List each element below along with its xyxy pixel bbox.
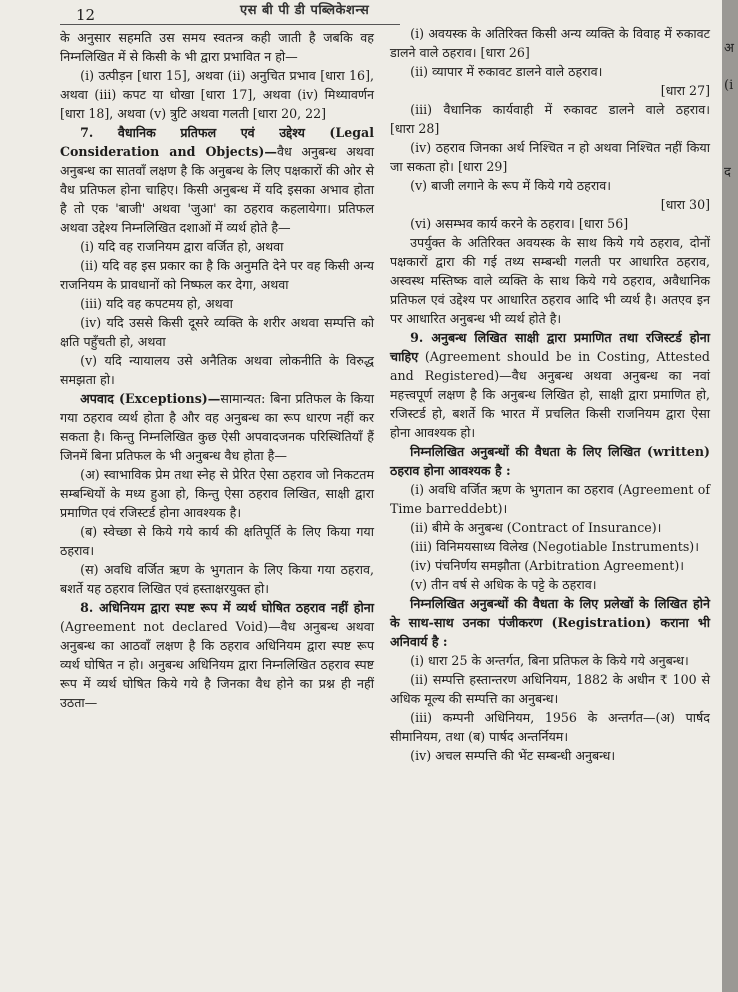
section-text: सामान्यत: बिना प्रतिफल के किया गया ठहराव व्यर्थ होता है और वह अनुबन्ध का रूप धारण नहीं कर सकता है। किन्तु निम्नलिखित कुछ ऐसी अपवादजनक परिस्थितियाँ हैं जिनमें बिना प्रतिफल के भी अनुबन्ध वैध होता है— [60,391,374,463]
list-item: (v) यदि न्यायालय उसे अनैतिक अथवा लोकनीति के विरुद्ध समझता हो। [60,353,374,387]
right-column [390,24,710,765]
list-item [390,214,710,233]
section-heading: 9. अनुबन्ध लिखित साक्षी द्वारा प्रमाणित तथा रजिस्टर्ड होना चाहिए [390,330,710,364]
list-item: (ii) सम्पत्ति हस्तान्तरण अधिनियम, 1882 के अधीन ₹ 100 से अधिक मूल्य की सम्पत्ति का अनुबन्ध। [390,672,710,706]
item-text: (vi) असम्भव कार्य करने के ठहराव। [410,216,575,231]
paragraph: (i) उत्पीड़न [धारा 15], अथवा (ii) अनुचित प्रभाव [धारा 16], अथवा (iii) कपट या धोखा [धारा 17], अथवा (iv) मिथ्यावर्णन [धारा 18], अथवा (v) त्रुटि अथवा गलती [धारा 20, 22] [60,68,374,121]
section-english: (Agreement should be in Costing, Attested and Registered)— [390,349,710,383]
left-column [60,28,374,712]
edge-text: (i [724,78,734,93]
section-text: वैध अनुबन्ध अथवा अनुबन्ध का आठवाँ लक्षण है कि ठहराव अधिनियम द्वारा स्पष्ट रूप व्यर्थ घोषित न हो। अनुबन्ध अधिनियम द्वारा निम्नलिखित ठहराव स्पष्ट रूप में व्यर्थ घोषित किये गये है जिनका वैध होने का प्रश्न ही नहीं उठता— [60,619,374,710]
section-ref: [धारा 28] [390,121,440,136]
list-item: (iii) विनिमयसाध्य विलेख (Negotiable Instruments)। [410,539,699,554]
list-item: (iv) अचल सम्पत्ति की भेंट सम्बन्धी अनुबन्ध। [410,748,616,763]
section-ref: [धारा 56] [578,216,629,231]
list-item: (ब) स्वेच्छा से किये गये कार्य की क्षतिपूर्ति के लिए किया गया ठहराव। [60,524,374,558]
list-item: (iii) यदि वह कपटमय हो, अथवा [80,296,233,311]
list-item: (i) धारा 25 के अन्तर्गत, बिना प्रतिफल के किये गये अनुबन्ध। [410,653,689,668]
list-item: (स) अवधि वर्जित ऋण के भुगतान के लिए किया गया ठहराव, बशर्ते यह ठहराव लिखित एवं हस्ताक्षरयुक्त हो। [60,562,374,596]
section-ref: [धारा 30] [660,197,710,212]
item-text: (iv) ठहराव जिनका अर्थ निश्चित न हो अथवा निश्चित नहीं किया जा सकता हो। [390,140,710,174]
section-7 [60,123,374,237]
section-ref: [धारा 27] [660,83,710,98]
list-item [390,138,710,176]
list-item: (अ) स्वाभाविक प्रेम तथा स्नेह से प्रेरित ऐसा ठहराव जो निकटतम सम्बन्धियों के मध्य हुआ हो, किन्तु ऐसा ठहराव लिखित, साक्षी द्वारा प्रमाणित एवं रजिस्टर्ड होना आवश्यक है। [60,467,374,520]
section-ref: [धारा 29] [457,159,508,174]
list-item: (v) बाजी लगाने के रूप में किये गये ठहराव। [410,178,612,193]
header-rule [60,24,400,25]
list-item: (ii) यदि वह इस प्रकार का है कि अनुमति देने पर वह किसी अन्य राजनियम के प्रावधानों को निष्फल कर देगा, अथवा [60,258,374,292]
list-item: (iii) कम्पनी अधिनियम, 1956 के अन्तर्गत—(अ) पार्षद सीमानियम, तथा (ब) पार्षद अन्तर्नियम। [390,710,710,744]
list-item: (iv) पंचनिर्णय समझौता (Arbitration Agreement)। [410,558,685,573]
edge-text: द [724,165,731,180]
list-item: (v) तीन वर्ष से अधिक के पट्टे के ठहराव। [410,577,597,592]
list-item: (i) अवधि वर्जित ऋण के भुगतान का ठहराव (Agreement of Time barreddebt)। [390,482,710,516]
item-text: (i) अवयस्क के अतिरिक्त किसी अन्य व्यक्ति के विवाह में रुकावट डालने वाले ठहराव। [390,26,710,60]
paragraph: के अनुसार सहमति उस समय स्वतन्त्र कही जाती है जबकि वह निम्नलिखित में से किसी के भी द्वारा प्रभावित न हो— [60,30,374,64]
section-english: (Agreement not declared Void)— [60,619,281,634]
running-title: एस बी पी डी पब्लिकेशन्स [240,3,370,18]
item-text: (iii) वैधानिक कार्यवाही में रुकावट डालने वाले ठहराव। [410,102,710,117]
section-text: वैध अनुबन्ध अथवा अनुबन्ध का सातवाँ लक्षण है कि अनुबन्ध के लिए पक्षकारों की ओर से वैध प्रतिफल होना चाहिए। किसी अनुबन्ध में यदि इसका अभाव होता है तो एक 'बाजी' अथवा 'जुआ' का ठहराव कहलायेगा। प्रतिफल अथवा उद्देश्य निम्नलिखित दशाओं में व्यर्थ होते है— [60,144,374,235]
section-ref: [धारा 26] [480,45,530,60]
exceptions [60,389,374,465]
list-item: (ii) व्यापार में रुकावट डालने वाले ठहराव। [410,64,603,79]
list-item: (ii) बीमे के अनुबन्ध (Contract of Insurance)। [410,520,662,535]
section-heading: 7. वैधानिक प्रतिफल एवं उद्देश्य (Legal Consideration and Objects)— [60,125,374,159]
paragraph: उपर्युक्त के अतिरिक्त अवयस्क के साथ किये गये ठहराव, दोनों पक्षकारों द्वारा की गई तथ्य सम्बन्धी गलती पर आधारित ठहराव, अस्वस्थ मस्तिष्क वाले व्यक्ति के साथ किये गये ठहराव, अवैधानिक प्रतिफल एवं उद्देश्य पर आधारित ठहराव आदि भी व्यर्थ है। अतएव इन पर आधारित अनुबन्ध भी व्यर्थ होते है। [390,235,710,326]
adjacent-page-edge [722,0,738,992]
list-item [390,24,710,62]
section-heading: अपवाद (Exceptions)— [80,391,221,406]
list-item [390,100,710,138]
list-item: (i) यदि वह राजनियम द्वारा वर्जित हो, अथवा [80,239,284,254]
list-item: (iv) यदि उससे किसी दूसरे व्यक्ति के शरीर अथवा सम्पत्ति को क्षति पहुँचती हो, अथवा [60,315,374,349]
section-8 [60,598,374,712]
section-heading: 8. अधिनियम द्वारा स्पष्ट रूप में व्यर्थ घोषित ठहराव नहीं होना [80,600,374,615]
subheading: निम्नलिखित अनुबन्धों की वैधता के लिए प्रलेखों के लिखित होने के साथ-साथ उनका पंजीकरण (Registration) कराना भी अनिवार्य है : [390,596,710,649]
page-number: 12 [76,6,96,24]
subheading: निम्नलिखित अनुबन्धों की वैधता के लिए लिखित (written) ठहराव होना आवश्यक है : [390,444,710,478]
section-text: वैध अनुबन्ध अथवा अनुबन्ध का नवां महत्त्वपूर्ण लक्षण है कि अनुबन्ध लिखित हो, साक्षी द्वारा प्रमाणित हो, रजिस्टर्ड हो, बशर्ते कि भारत में प्रचलित किसी राजनियम द्वारा ऐसा होना आवश्यक हो। [390,368,710,440]
section-9 [390,328,710,442]
edge-text: अ [724,41,734,56]
